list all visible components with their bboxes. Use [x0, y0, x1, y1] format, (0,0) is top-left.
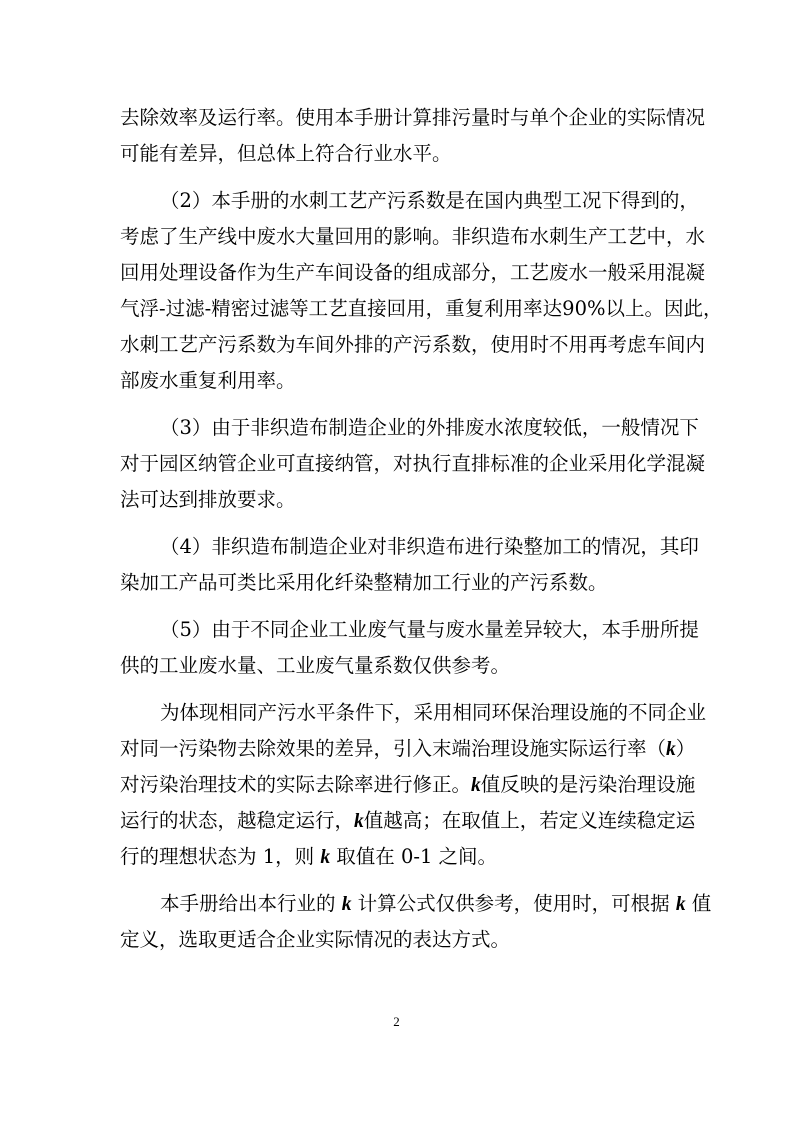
- text-line: 本手册给出本行业的 k 计算公式仅供参考，使用时，可根据 k 值: [160, 892, 712, 915]
- text-line: 定义，选取更适合企业实际情况的表达方式。: [120, 928, 511, 951]
- text-line: 气浮-过滤-精密过滤等工艺直接回用，重复利用率达90%以上。因此，: [120, 297, 723, 320]
- text-line: 行的理想状态为 1，则 k 取值在 0-1 之间。: [120, 845, 498, 868]
- text-line: （4）非织造布制造企业对非织造布进行染整加工的情况，其印: [160, 535, 699, 558]
- k-symbol: k: [320, 847, 331, 868]
- k-symbol: k: [354, 811, 364, 832]
- text-line: 染加工产品可类比采用化纤染整精加工行业的产污系数。: [120, 571, 608, 594]
- k-symbol: k: [471, 775, 481, 796]
- text-line: 为体现相同产污水平条件下，采用相同环保治理设施的不同企业: [160, 701, 707, 724]
- k-symbol: k: [341, 894, 352, 915]
- text-line: 部废水重复利用率。: [120, 369, 296, 392]
- text-line: 运行的状态，越稳定运行，k值越高；在取值上，若定义连续稳定运: [120, 809, 696, 832]
- text-line: 对污染治理技术的实际去除率进行修正。k值反映的是污染治理设施: [120, 773, 696, 796]
- text-line: （5）由于不同企业工业废气量与废水量差异较大，本手册所提: [160, 618, 699, 641]
- text-line: 对同一污染物去除效果的差异，引入末端治理设施实际运行率（k）: [120, 737, 696, 760]
- text-line: 去除效率及运行率。使用本手册计算排污量时与单个企业的实际情况: [120, 106, 706, 129]
- text-line: 回用处理设备作为生产车间设备的组成部分，工艺废水一般采用混凝: [120, 261, 706, 284]
- text-line: 可能有差异，但总体上符合行业水平。: [120, 142, 452, 165]
- text-line: 供的工业废水量、工业废气量系数仅供参考。: [120, 654, 511, 677]
- k-symbol: k: [675, 894, 686, 915]
- page-number: 2: [393, 1014, 400, 1029]
- k-symbol: k: [666, 739, 676, 760]
- text-line: 法可达到排放要求。: [120, 488, 296, 511]
- text-line: 水刺工艺产污系数为车间外排的产污系数，使用时不用再考虑车间内: [120, 333, 706, 356]
- text-line: （2）本手册的水刺工艺产污系数是在国内典型工况下得到的，: [160, 189, 699, 212]
- text-line: （3）由于非织造布制造企业的外排废水浓度较低，一般情况下: [160, 416, 699, 439]
- text-line: 考虑了生产线中废水大量回用的影响。非织造布水刺生产工艺中，水: [120, 225, 706, 248]
- body-text: [120, 100, 723, 958]
- text-line: 对于园区纳管企业可直接纳管，对执行直排标准的企业采用化学混凝: [120, 452, 706, 475]
